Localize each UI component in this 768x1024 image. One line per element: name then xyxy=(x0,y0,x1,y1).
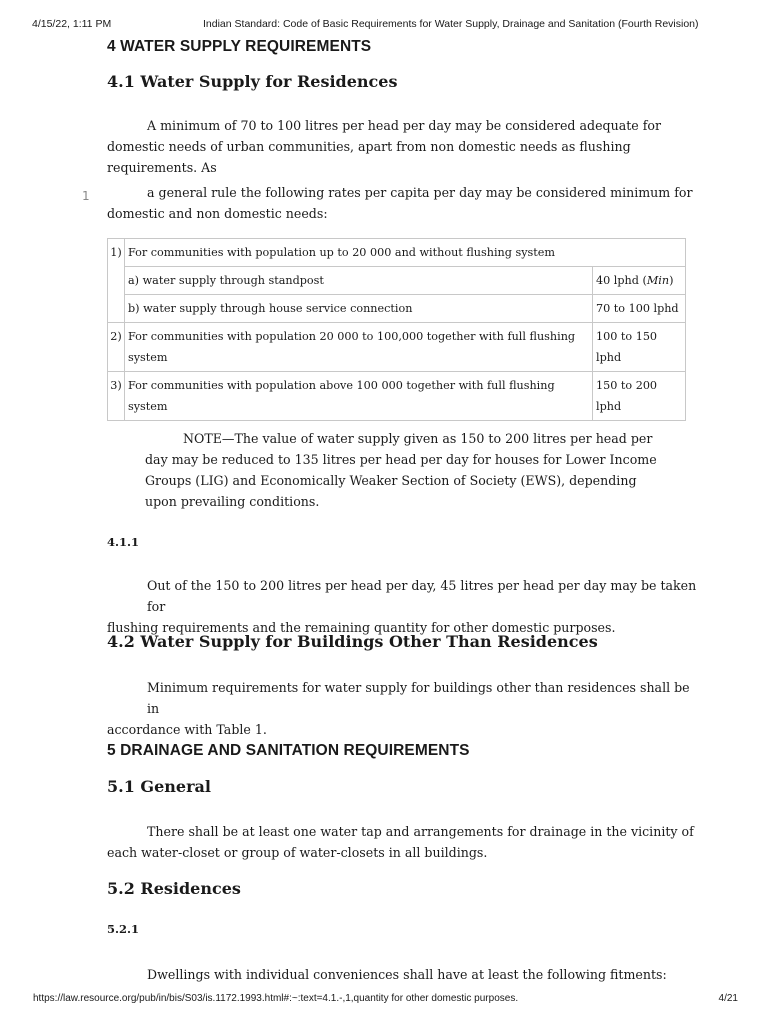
table-row xyxy=(108,295,686,323)
print-url: https://law.resource.org/pub/in/bis/S03/is.1172.1993.html#:~:text=4.1.-,1,quantity for other domestic purposes. xyxy=(33,993,519,1004)
table-row xyxy=(108,323,686,372)
section-4-2-heading: 4.2 Water Supply for Buildings Other Than Residences xyxy=(107,632,598,651)
section-4-1-paragraph-1 xyxy=(107,115,697,178)
text-line: day may be reduced to 135 litres per head per day for houses for Lower Income xyxy=(145,452,657,467)
text-line: each water-closet or group of water-closets in all buildings. xyxy=(107,845,488,860)
text-line: a general rule the following rates per capita per day may be considered minimum for xyxy=(147,185,693,200)
section-5-2-1-heading: 5.2.1 xyxy=(107,922,140,936)
water-supply-rates-table xyxy=(107,238,686,421)
text-line: Minimum requirements for water supply for buildings other than residences shall be in xyxy=(147,680,690,716)
text-line: domestic and non domestic needs: xyxy=(107,206,328,221)
section-5-2-heading: 5.2 Residences xyxy=(107,879,241,898)
table-row xyxy=(108,267,686,295)
print-page-title: Indian Standard: Code of Basic Requirements for Water Supply, Drainage and Sanitation (Fourth Revision) xyxy=(203,18,699,30)
text-line: requirements. As xyxy=(107,160,217,175)
section-5-heading: 5 DRAINAGE AND SANITATION REQUIREMENTS xyxy=(107,742,470,759)
text-line: accordance with Table 1. xyxy=(107,722,267,737)
table-cell-value: 100 to 150 lphd xyxy=(593,323,686,372)
section-5-2-1-paragraph xyxy=(107,964,697,985)
table-cell: For communities with population 20 000 to 100,000 together with full flushing system xyxy=(125,323,593,372)
text-line: Dwellings with individual conveniences shall have at least the following fitments: xyxy=(147,967,667,982)
text-line: There shall be at least one water tap and arrangements for drainage in the vicinity of xyxy=(147,824,694,839)
text-line: flushing requirements and the remaining quantity for other domestic purposes. xyxy=(107,620,616,635)
table-cell-value: 40 lphd (Min) xyxy=(593,267,686,295)
table-cell-value: 70 to 100 lphd xyxy=(593,295,686,323)
section-5-1-heading: 5.1 General xyxy=(107,777,211,796)
table-row xyxy=(108,372,686,421)
table-cell: a) water supply through standpost xyxy=(125,267,593,295)
text-line: domestic needs of urban communities, apart from non domestic needs as flushing xyxy=(107,139,631,154)
print-date: 4/15/22, 1:11 PM xyxy=(32,18,112,30)
table-cell-value: 150 to 200 lphd xyxy=(593,372,686,421)
row-number: 2) xyxy=(108,323,125,372)
table-note xyxy=(145,428,665,512)
table-cell: For communities with population above 100 000 together with full flushing system xyxy=(125,372,593,421)
text-line: upon prevailing conditions. xyxy=(145,494,320,509)
section-4-1-heading: 4.1 Water Supply for Residences xyxy=(107,72,398,91)
table-cell: b) water supply through house service connection xyxy=(125,295,593,323)
section-4-heading: 4 WATER SUPPLY REQUIREMENTS xyxy=(107,38,372,55)
table-cell: For communities with population up to 20 000 and without flushing system xyxy=(125,239,686,267)
page-number: 4/21 xyxy=(718,993,738,1004)
section-4-1-paragraph-2 xyxy=(107,182,697,224)
text-line: NOTE—The value of water supply given as 150 to 200 litres per head per xyxy=(183,431,653,446)
section-4-1-1-heading: 4.1.1 xyxy=(107,535,140,549)
row-number: 3) xyxy=(108,372,125,421)
margin-marker: 1 xyxy=(82,189,90,203)
section-4-1-1-paragraph xyxy=(107,575,697,638)
text-line: Groups (LIG) and Economically Weaker Section of Society (EWS), depending xyxy=(145,473,637,488)
row-number: 1) xyxy=(108,239,125,323)
section-4-2-paragraph xyxy=(107,677,697,740)
text-line: Out of the 150 to 200 litres per head per day, 45 litres per head per day may be taken for xyxy=(147,578,697,614)
table-row xyxy=(108,239,686,267)
section-5-1-paragraph xyxy=(107,821,697,863)
text-line: A minimum of 70 to 100 litres per head per day may be considered adequate for xyxy=(147,118,661,133)
